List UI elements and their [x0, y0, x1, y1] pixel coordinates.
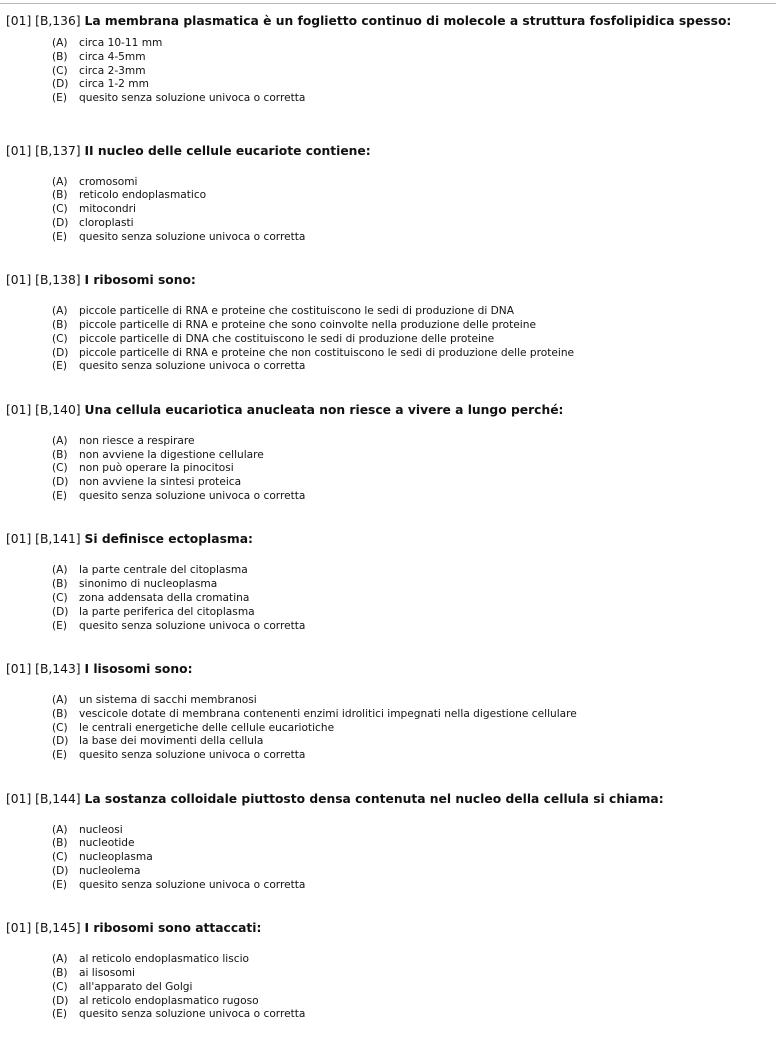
option-list	[52, 953, 770, 1022]
question-block	[6, 532, 770, 662]
option-item	[52, 360, 770, 374]
option-text: vescicole dotate di membrana contenenti enzimi idrolitici impegnati nella digestione cellulare	[79, 707, 577, 720]
option-item	[52, 620, 770, 634]
option-text: quesito senza soluzione univoca o corretta	[79, 1008, 306, 1021]
option-text: quesito senza soluzione univoca o corretta	[79, 878, 306, 891]
option-item	[52, 435, 770, 449]
option-item	[52, 462, 770, 476]
option-text: la parte centrale del citoplasma	[79, 564, 248, 577]
question-block	[6, 662, 770, 792]
option-letter: (A)	[52, 564, 68, 577]
option-letter: (E)	[52, 489, 67, 502]
question-id: [01] [B,144]	[6, 791, 81, 806]
option-text: quesito senza soluzione univoca o corretta	[79, 230, 306, 243]
option-letter: (B)	[52, 837, 68, 850]
option-item	[52, 203, 770, 217]
option-letter: (D)	[52, 605, 69, 618]
option-letter: (E)	[52, 878, 67, 891]
question-header	[6, 792, 770, 807]
option-item	[52, 490, 770, 504]
option-text: circa 10-11 mm	[79, 37, 163, 49]
option-text: cloroplasti	[79, 216, 134, 229]
option-text: non avviene la sintesi proteica	[79, 476, 242, 489]
option-letter: (D)	[52, 864, 69, 877]
option-text: piccole particelle di RNA e proteine che non costituiscono le sedi di produzione delle proteine	[79, 346, 575, 359]
option-text: non riesce a respirare	[79, 434, 195, 447]
question-block	[6, 14, 770, 144]
option-text: reticolo endoplasmatico	[79, 189, 207, 202]
option-letter: (D)	[52, 476, 69, 489]
option-text: circa 2-3mm	[79, 64, 146, 77]
option-item	[52, 851, 770, 865]
option-text: circa 1-2 mm	[79, 78, 149, 91]
question-id: [01] [B,143]	[6, 661, 81, 676]
option-list	[52, 305, 770, 374]
option-item	[52, 347, 770, 361]
option-text: nucleoplasma	[79, 851, 153, 864]
option-letter: (A)	[52, 175, 68, 188]
option-letter: (D)	[52, 78, 69, 91]
option-item	[52, 606, 770, 620]
option-item	[52, 865, 770, 879]
option-text: quesito senza soluzione univoca o corretta	[79, 489, 306, 502]
option-list	[52, 37, 770, 106]
option-letter: (A)	[52, 693, 68, 706]
option-item	[52, 837, 770, 851]
option-text: la base dei movimenti della cellula	[79, 735, 264, 748]
option-item	[52, 953, 770, 967]
option-item	[52, 1008, 770, 1022]
option-letter: (D)	[52, 994, 69, 1007]
option-text: non può operare la pinocitosi	[79, 462, 234, 475]
question-text: I lisosomi sono:	[84, 661, 193, 676]
option-text: le centrali energetiche delle cellule eucariotiche	[79, 721, 335, 734]
option-item	[52, 722, 770, 736]
question-block	[6, 921, 770, 1051]
option-letter: (C)	[52, 721, 68, 734]
question-text: La sostanza colloidale piuttosto densa contenuta nel nucleo della cellula si chiama:	[84, 791, 664, 806]
question-header	[6, 403, 770, 418]
option-item	[52, 735, 770, 749]
option-item	[52, 176, 770, 190]
option-text: mitocondri	[79, 203, 136, 216]
question-id: [01] [B,141]	[6, 532, 81, 547]
option-letter: (C)	[52, 64, 68, 77]
option-letter: (E)	[52, 619, 67, 632]
question-header	[6, 532, 770, 547]
top-divider	[0, 3, 776, 4]
option-list	[52, 176, 770, 245]
option-item	[52, 449, 770, 463]
option-item	[52, 65, 770, 79]
option-letter: (B)	[52, 189, 68, 202]
option-text: quesito senza soluzione univoca o corretta	[79, 619, 306, 632]
option-text: piccole particelle di DNA che costituiscono le sedi di produzione delle proteine	[79, 332, 495, 345]
option-item	[52, 749, 770, 763]
question-block	[6, 273, 770, 403]
question-id: [01] [B,138]	[6, 273, 81, 288]
option-item	[52, 78, 770, 92]
question-block	[6, 144, 770, 274]
question-id: [01] [B,145]	[6, 921, 81, 936]
option-item	[52, 476, 770, 490]
option-list	[52, 824, 770, 893]
option-letter: (C)	[52, 203, 68, 216]
question-header	[6, 144, 770, 159]
option-text: quesito senza soluzione univoca o corretta	[79, 92, 306, 105]
option-item	[52, 333, 770, 347]
question-header	[6, 662, 770, 677]
option-text: al reticolo endoplasmatico liscio	[79, 953, 249, 966]
option-list	[52, 694, 770, 763]
question-text: I ribosomi sono:	[84, 273, 196, 288]
option-text: cromosomi	[79, 175, 138, 188]
question-id: [01] [B,136]	[6, 14, 81, 28]
option-letter: (B)	[52, 707, 68, 720]
option-text: all'apparato del Golgi	[79, 980, 193, 993]
question-header	[6, 921, 770, 936]
option-letter: (E)	[52, 230, 67, 243]
option-letter: (D)	[52, 216, 69, 229]
option-letter: (C)	[52, 591, 68, 604]
question-id: [01] [B,140]	[6, 402, 81, 417]
question-text: La membrana plasmatica è un foglietto continuo di molecole a struttura fosfolipidica spesso:	[84, 14, 732, 28]
option-text: piccole particelle di RNA e proteine che sono coinvolte nella produzione delle proteine	[79, 318, 536, 331]
option-text: nucleolema	[79, 864, 141, 877]
option-letter: (A)	[52, 434, 68, 447]
option-text: quesito senza soluzione univoca o corretta	[79, 360, 306, 373]
option-letter: (A)	[52, 953, 68, 966]
option-letter: (D)	[52, 735, 69, 748]
question-block	[6, 403, 770, 533]
option-text: quesito senza soluzione univoca o corretta	[79, 749, 306, 762]
question-header	[6, 273, 770, 288]
option-letter: (C)	[52, 332, 68, 345]
option-item	[52, 592, 770, 606]
option-text: la parte periferica del citoplasma	[79, 605, 255, 618]
option-item	[52, 51, 770, 65]
option-letter: (E)	[52, 1008, 67, 1021]
option-item	[52, 564, 770, 578]
question-text: II nucleo delle cellule eucariote contiene:	[84, 143, 371, 158]
option-item	[52, 319, 770, 333]
option-item	[52, 879, 770, 893]
option-letter: (E)	[52, 360, 67, 373]
option-letter: (B)	[52, 448, 68, 461]
option-item	[52, 305, 770, 319]
option-item	[52, 708, 770, 722]
option-item	[52, 967, 770, 981]
option-list	[52, 564, 770, 633]
option-text: sinonimo di nucleoplasma	[79, 578, 218, 591]
option-item	[52, 694, 770, 708]
question-text: Una cellula eucariotica anucleata non riesce a vivere a lungo perché:	[84, 402, 564, 417]
question-id: [01] [B,137]	[6, 143, 81, 158]
question-block	[6, 792, 770, 922]
option-text: ai lisosomi	[79, 966, 135, 979]
option-letter: (A)	[52, 37, 68, 49]
option-list	[52, 435, 770, 504]
option-letter: (C)	[52, 462, 68, 475]
option-letter: (B)	[52, 966, 68, 979]
option-text: nucleosi	[79, 823, 123, 836]
option-item	[52, 37, 770, 51]
option-text: nucleotide	[79, 837, 135, 850]
option-letter: (B)	[52, 50, 68, 63]
option-letter: (E)	[52, 92, 67, 105]
option-letter: (B)	[52, 578, 68, 591]
option-letter: (B)	[52, 318, 68, 331]
option-letter: (A)	[52, 305, 68, 318]
option-item	[52, 578, 770, 592]
question-text: Si definisce ectoplasma:	[84, 532, 253, 547]
option-text: piccole particelle di RNA e proteine che costituiscono le sedi di produzione di DNA	[79, 305, 514, 318]
option-letter: (C)	[52, 980, 68, 993]
option-letter: (D)	[52, 346, 69, 359]
question-text: I ribosomi sono attaccati:	[84, 921, 262, 936]
option-text: un sistema di sacchi membranosi	[79, 693, 257, 706]
option-text: zona addensata della cromatina	[79, 591, 250, 604]
question-header	[6, 14, 770, 29]
option-text: non avviene la digestione cellulare	[79, 448, 264, 461]
option-text: circa 4-5mm	[79, 50, 146, 63]
option-letter: (C)	[52, 851, 68, 864]
option-item	[52, 981, 770, 995]
option-item	[52, 217, 770, 231]
option-letter: (E)	[52, 749, 67, 762]
option-letter: (A)	[52, 823, 68, 836]
option-item	[52, 995, 770, 1009]
question-list	[6, 14, 770, 1051]
option-item	[52, 189, 770, 203]
option-text: al reticolo endoplasmatico rugoso	[79, 994, 259, 1007]
option-item	[52, 824, 770, 838]
option-item	[52, 231, 770, 245]
option-item	[52, 92, 770, 106]
